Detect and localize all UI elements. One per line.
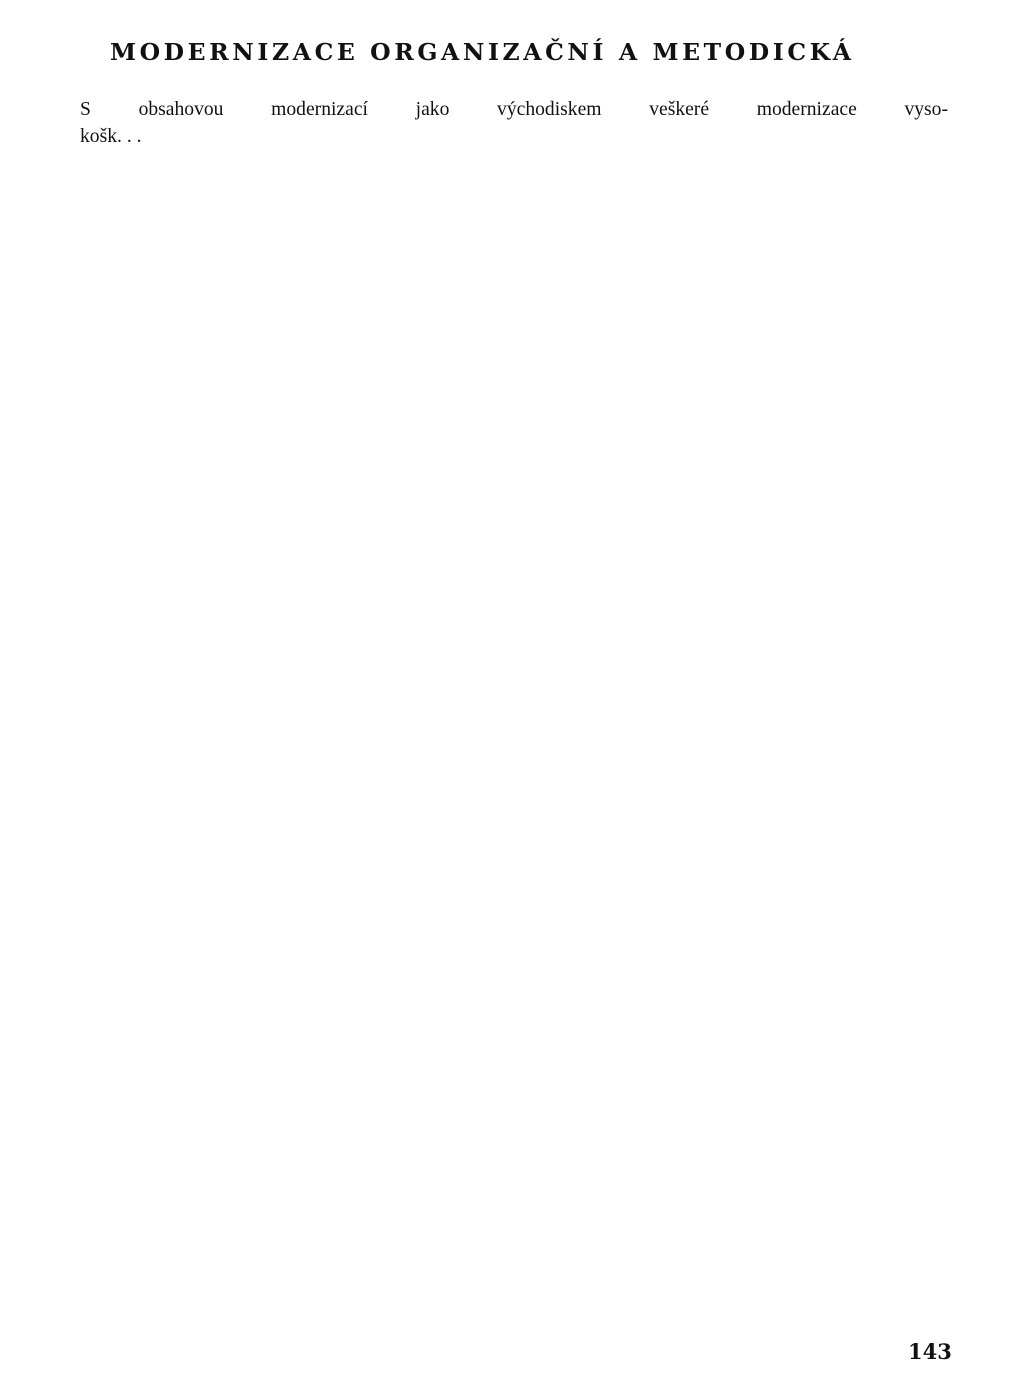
page-number: 143 (908, 1339, 952, 1364)
text-line: S obsahovou modernizací jako východiskem veškeré modernizace vyso- (80, 99, 948, 120)
section-heading: MODERNIZACE ORGANIZAČNÍ A METODICKÁ (110, 38, 855, 66)
body-text (80, 96, 948, 151)
paragraph (80, 96, 948, 151)
text-line: košk. . . (80, 126, 142, 148)
